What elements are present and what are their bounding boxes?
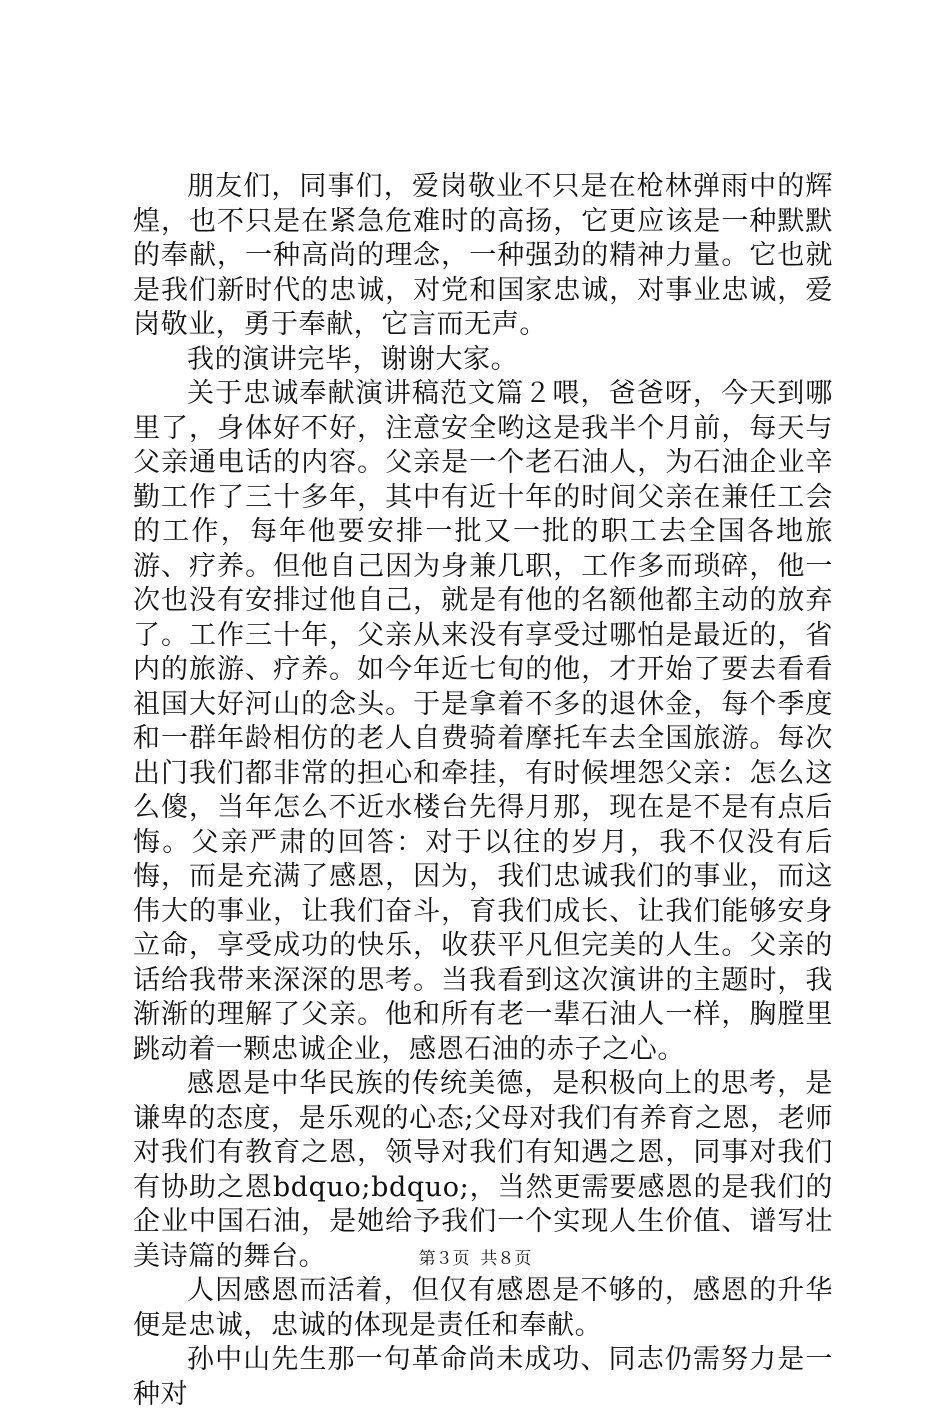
paragraph: 我的演讲完毕，谢谢大家。: [187, 343, 519, 375]
paragraph: 关于忠诚奉献演讲稿范文篇２喂，爸爸呀，今天到哪里了，身体好不好，注意安全哟这是我半个月前，每天与父亲通电话的内容。父亲是一个老石油人，为石油企业辛勤工作了三十多年，其中有近十年的时间父亲在兼任工会的工作，每年他要安排一批又一批的职工去全国各地旅游、疗养。但他自己因为身兼几职，工作多而琐碎，他一次也没有安排过他自己，就是有他的名额他都主动的放弃了。工作三十年，父亲从来没有享受过哪怕是最近的，省内的旅游、疗养。如今年近七旬的他，才开始了要去看看祖国大好河山的念头。于是拿着不多的退休金，每个季度和一群年龄相仿的老人自费骑着摩托车去全国旅游。每次出门我们都非常的担心和牵挂，有时候埋怨父亲：怎么这么傻，当年怎么不近水楼台先得月那，现在是不是有点后悔。父亲严肃的回答：对于以往的岁月，我不仅没有后悔，而是充满了感恩，因为，我们忠诚我们的事业，而这伟大的事业，让我们奋斗，育我们成长、让我们能够安身立命，享受成功的快乐，收获平凡但完美的人生。父亲的话给我带来深深的思考。当我看到这次演讲的主题时，我渐渐的理解了父亲。他和所有老一辈石油人一样，胸膛里跳动着一颗忠诚企业，感恩石油的赤子之心。: [133, 378, 833, 1065]
paragraph: 孙中山先生那一句革命尚未成功、同志仍需努力是一种对: [133, 1344, 833, 1410]
paragraph: 朋友们，同事们，爱岗敬业不只是在枪林弹雨中的辉煌，也不只是在紧急危难时的高扬，它更应该是一种默默的奉献，一种高尚的理念，一种强劲的精神力量。它也就是我们新时代的忠诚，对党和国家忠诚，对事业忠诚，爱岗敬业，勇于奉献，它言而无声。: [133, 171, 833, 340]
page-total: 共８页: [480, 1249, 532, 1269]
page-number: 第３页: [418, 1249, 470, 1269]
paragraph: 人因感恩而活着，但仅有感恩是不够的，感恩的升华便是忠诚，忠诚的体现是责任和奉献。: [133, 1275, 833, 1341]
paragraph: 感恩是中华民族的传统美德，是积极向上的思考，是谦卑的态度，是乐观的心态;父母对我们有养育之恩，老师对我们有教育之恩，领导对我们有知遇之恩，同事对我们有协助之恩bdquo;bdquo;，当然更需要感恩的是我们的企业中国石油，是她给予我们一个实现人生价值、谱写壮美诗篇的舞台。: [133, 1068, 833, 1272]
page-footer: [0, 1244, 950, 1269]
footer-separator: [470, 1249, 481, 1269]
document-body: [133, 170, 833, 1412]
